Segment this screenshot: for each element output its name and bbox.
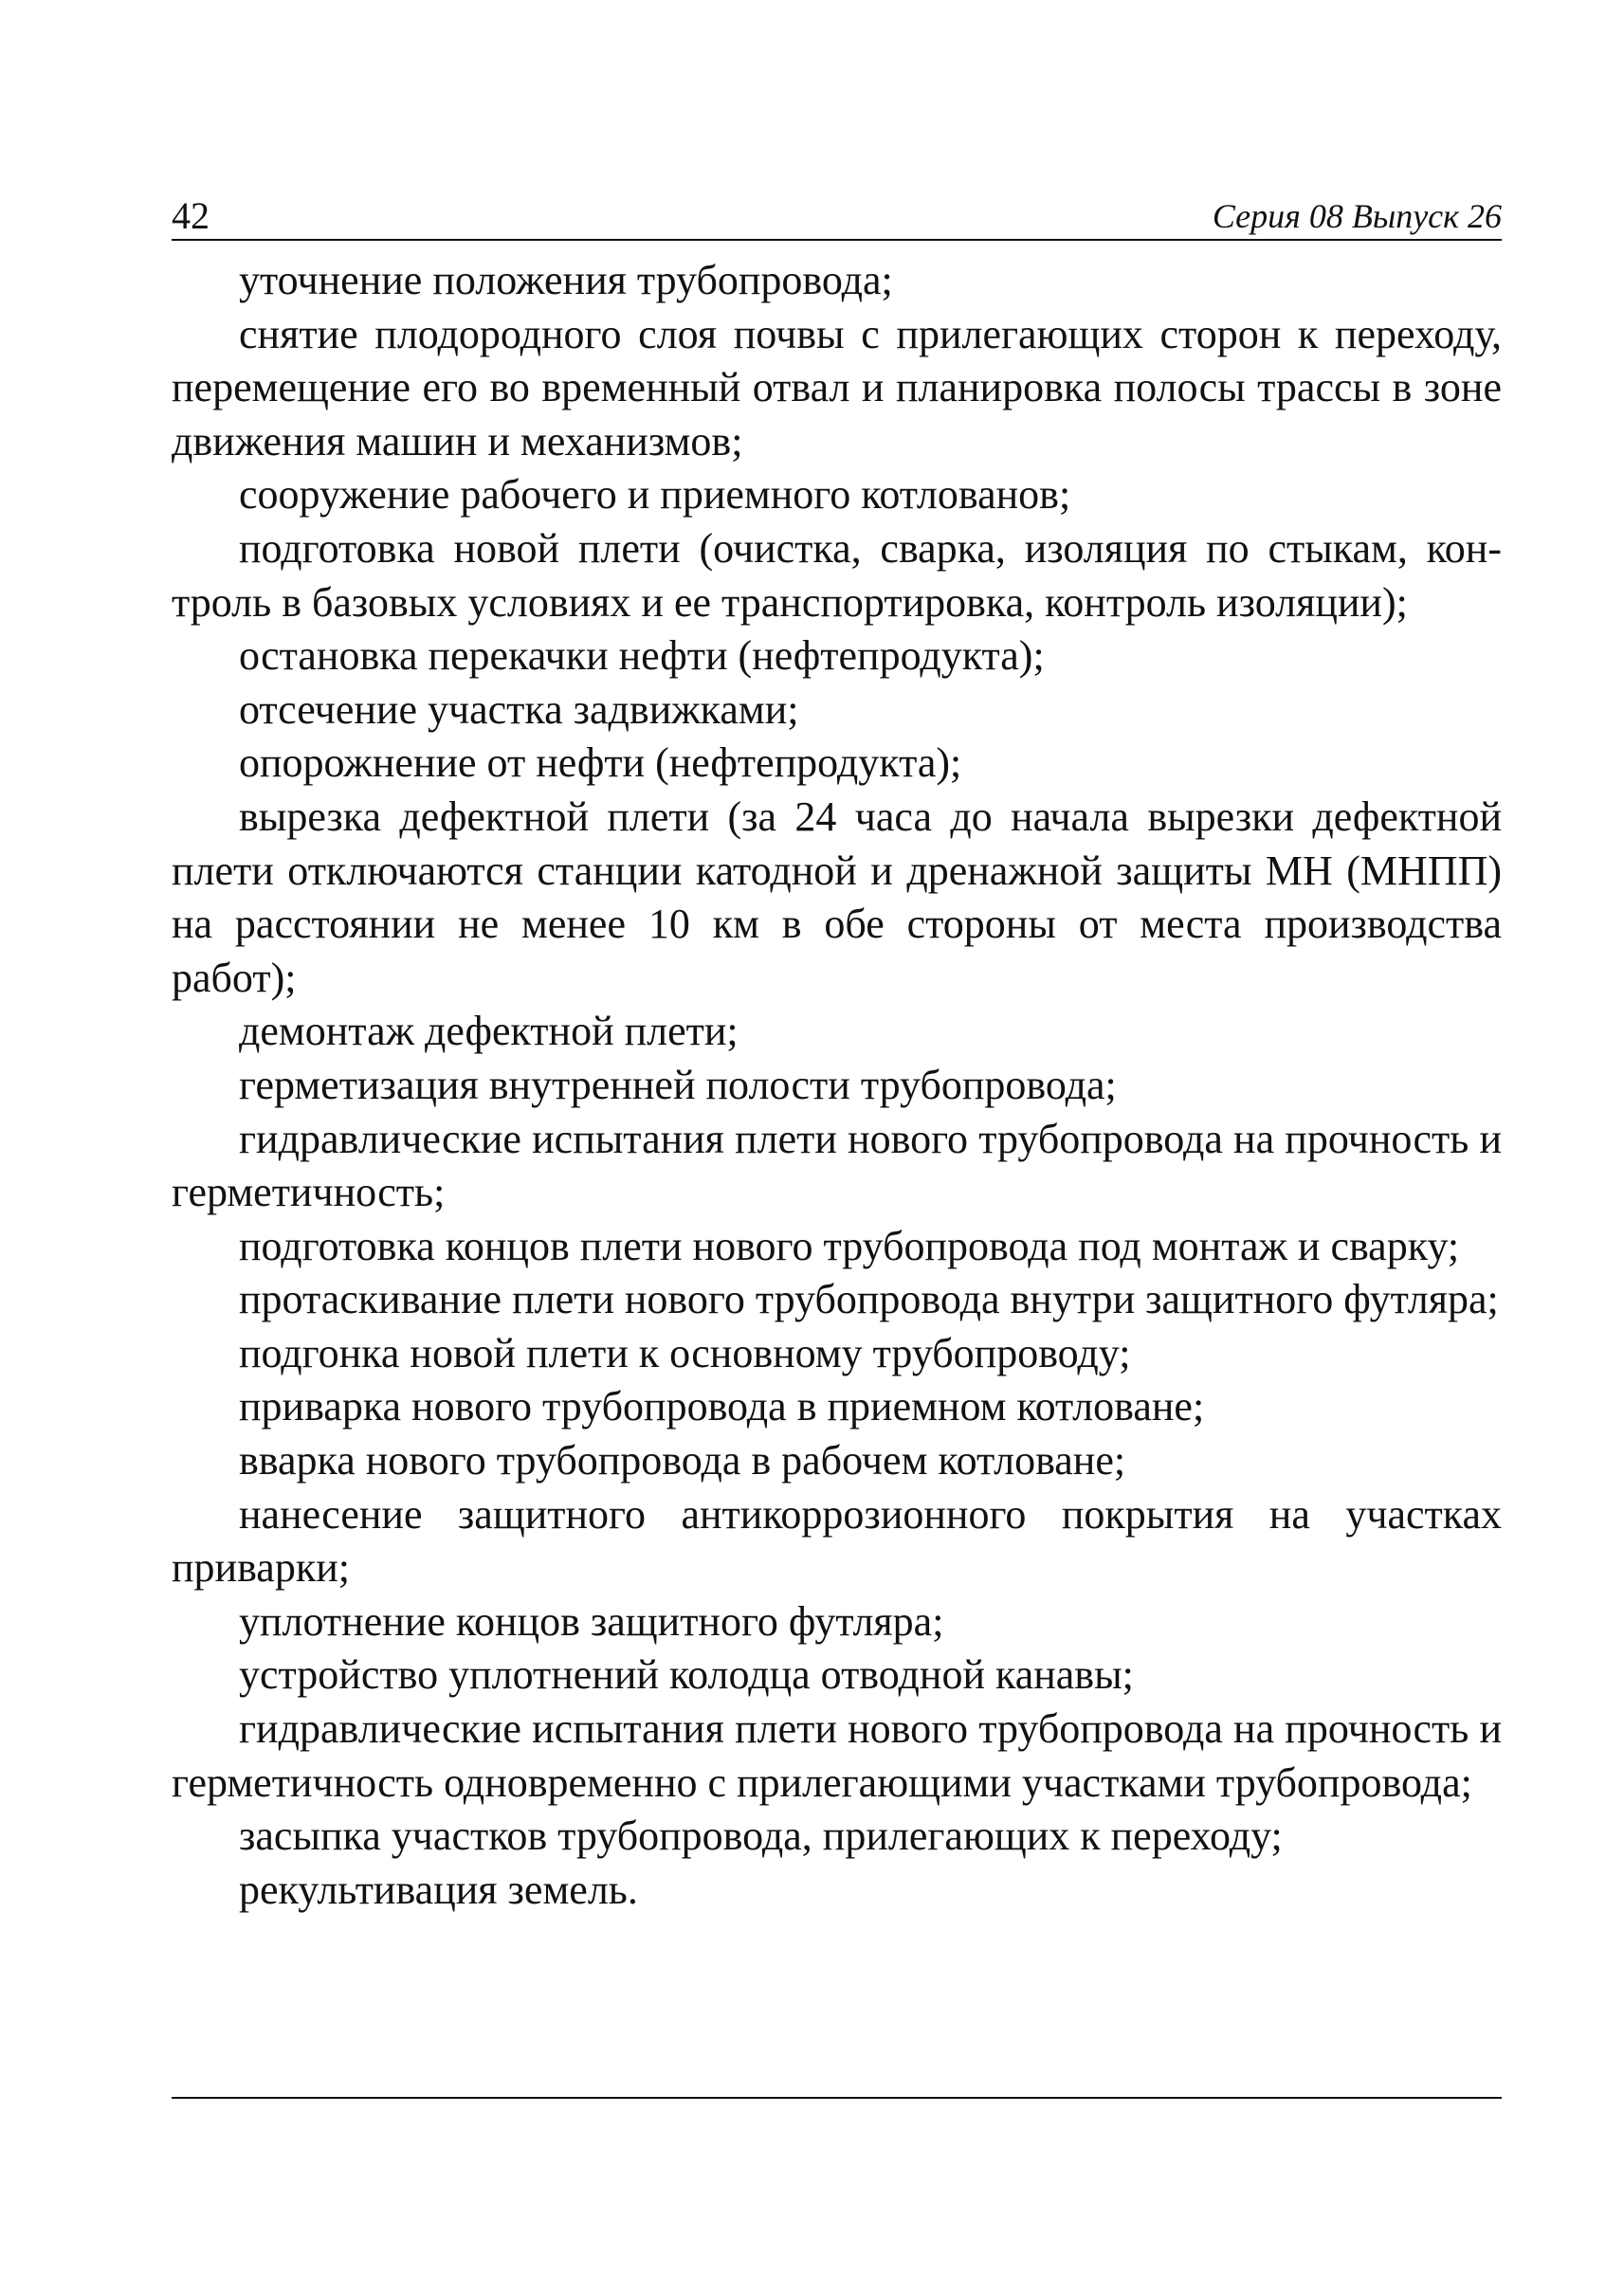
body-text [172,254,1502,1917]
list-item: уточнение положения трубопровода; [239,257,893,303]
list-item: герметизация внутренней полости трубопровода; [239,1061,1117,1108]
list-item: сооружение рабочего и приемного котлованов; [239,471,1071,519]
list-item: подготовка концов плети нового трубопровода под монтаж и сварку; [239,1222,1460,1269]
page-number: 42 [172,194,210,237]
list-item: снятие плодородного слоя почвы с прилегающих сторон к переходу, перемещение его во временный отвал и планировка полосы трассы в зоне движения машин и механизмов; [172,310,1502,464]
list-item: устройство уплотнений колодца отводной канавы; [239,1651,1134,1699]
list-item: подготовка новой плети (очистка, сварка, изоляция по стыкам, контроль в базовых условиях и ее транспортировка, контроль изоляции); [172,524,1502,626]
list-item: демонтаж дефектной плети; [239,1008,739,1055]
list-item: вварка нового трубопровода в рабочем котловане; [239,1437,1126,1484]
list-item: гидравлические испытания плети нового трубопровода на прочность и герметичность одновременно с прилегающими участками трубопровода; [172,1705,1502,1806]
list-item: приварка нового трубопровода в приемном котловане; [239,1383,1205,1430]
list-item: подгонка новой плети к основному трубопроводу; [239,1329,1131,1376]
list-item: опорожнение от нефти (нефтепродукта); [239,739,962,787]
list-item: нанесение защитного антикоррозионного покрытия на участках приварки; [172,1490,1502,1592]
list-item: уплотнение концов защитного футляра; [239,1597,944,1645]
list-item: отсечение участка задвижками; [239,685,799,733]
footer-rule [172,2097,1502,2099]
list-item: вырезка дефектной плети (за 24 часа до начала вырезки дефектной плети отключаются станции катодной и дренажной защиты МН (МНПП) на расстоянии не менее 10 км в обе стороны от места производства работ); [172,792,1502,1001]
list-item: остановка перекачки нефти (нефтепродукта); [239,632,1045,680]
list-item: рекультивация земель. [239,1866,638,1913]
running-title: Серия 08 Выпуск 26 [1212,197,1502,235]
page-header [172,190,1502,241]
list-item: гидравлические испытания плети нового трубопровода на прочность и герметичность; [172,1115,1502,1216]
page [172,190,1502,1917]
list-item: засыпка участков трубопровода, прилегающих к переходу; [239,1812,1283,1860]
list-item: протаскивание плети нового трубопровода внутри защитного футляра; [239,1276,1499,1323]
